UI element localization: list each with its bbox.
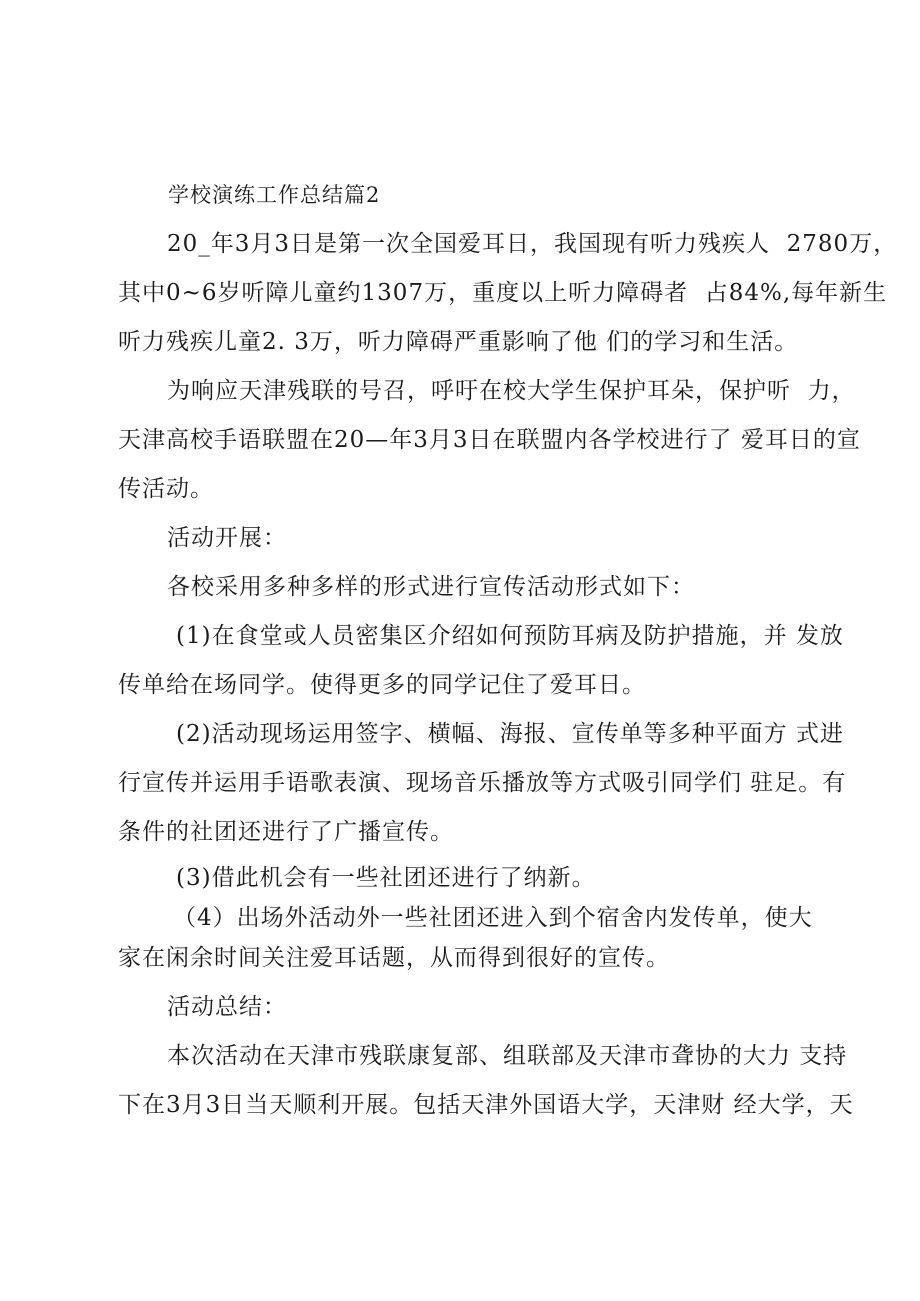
paragraph-line: 本次活动在天津市残联康复部、组联部及天津市聋协的大力 支持 xyxy=(167,1043,848,1069)
list-item-line: (1)在食堂或人员密集区介绍如何预防耳病及防护措施，并 发放 xyxy=(176,623,844,649)
paragraph-line: 为响应天津残联的号召，呼吁在校大学生保护耳朵，保护听 力， xyxy=(167,378,856,404)
paragraph-line: 其中0~6岁听障儿童约1307万，重度以上听力障碍者 占84%,每年新生 xyxy=(118,280,888,306)
paragraph-line: 听力残疾儿童2. 3万，听力障碍严重影响了他 们的学习和生活。 xyxy=(118,329,799,355)
section-heading: 活动开展： xyxy=(167,525,287,551)
list-item-line: 条件的社团还进行了广播宣传。 xyxy=(118,819,454,845)
document-title: 学校演练工作总结篇2 xyxy=(168,183,381,207)
section-heading: 活动总结： xyxy=(167,994,287,1020)
paragraph-line: 传活动。 xyxy=(118,476,214,502)
list-item-line: 传单给在场同学。使得更多的同学记住了爱耳日。 xyxy=(118,672,646,698)
list-item-line: （4）出场外活动外一些社团还进入到个宿舍内发传单，使大 xyxy=(173,905,813,931)
list-item-line: (3)借此机会有一些社团还进行了纳新。 xyxy=(176,865,596,891)
paragraph-line: 下在3月3日当天顺利开展。包括天津外国语大学，天津财 经大学，天 xyxy=(118,1092,854,1118)
paragraph-line: 20_年3月3日是第一次全国爱耳日，我国现有听力残疾人 2780万， xyxy=(167,231,898,257)
paragraph-line: 各校采用多种多样的形式进行宣传活动形式如下： xyxy=(167,574,695,600)
paragraph-line: 天津高校手语联盟在20—年3月3日在联盟内各学校进行了 爱耳日的宣 xyxy=(118,427,861,453)
list-item-line: (2)活动现场运用签字、横幅、海报、宣传单等多种平面方 式进 xyxy=(176,721,844,747)
list-item-line: 家在闲余时间关注爱耳话题，从而得到很好的宣传。 xyxy=(118,945,670,971)
list-item-line: 行宣传并运用手语歌表演、现场音乐播放等方式吸引同学们 驻足。有 xyxy=(118,770,847,796)
